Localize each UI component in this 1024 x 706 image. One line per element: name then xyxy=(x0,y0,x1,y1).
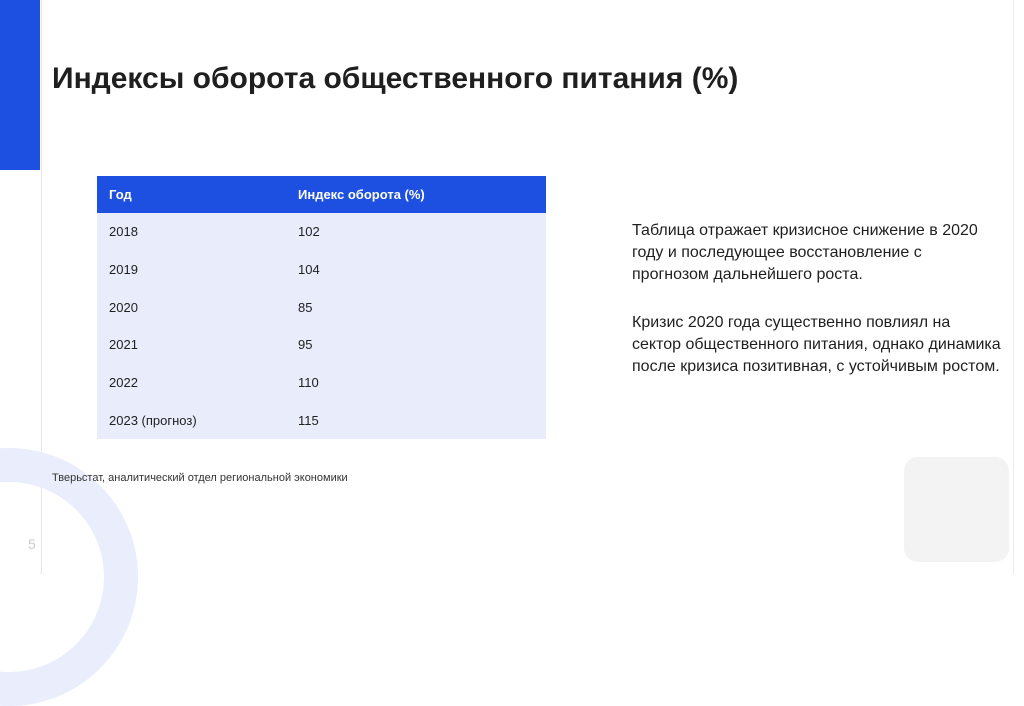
year-cell: 2019 xyxy=(97,251,286,289)
table-row xyxy=(97,213,546,251)
table-row xyxy=(97,288,546,326)
page-number: 5 xyxy=(28,536,36,552)
index-cell: 115 xyxy=(286,401,546,439)
note-paragraph-2: Кризис 2020 года существенно повлиял на сектор общественного питания, однако динамика после кризиса позитивная, с устойчивым ростом. xyxy=(632,314,1001,375)
table-row xyxy=(97,326,546,364)
year-cell: 2020 xyxy=(97,288,286,326)
year-cell: 2023 (прогноз) xyxy=(97,401,286,439)
decorative-circle xyxy=(0,448,138,706)
turnover-index-table xyxy=(97,176,546,439)
index-cell: 102 xyxy=(286,213,546,251)
column-header-year: Год xyxy=(97,176,286,213)
slide-title: Индексы оборота общественного питания (%) xyxy=(52,62,739,95)
right-frame xyxy=(1013,0,1024,574)
table-header-row xyxy=(97,176,546,213)
year-cell: 2022 xyxy=(97,364,286,402)
table-row xyxy=(97,251,546,289)
index-cell: 104 xyxy=(286,251,546,289)
column-header-index: Индекс оборота (%) xyxy=(286,176,546,213)
index-cell: 95 xyxy=(286,326,546,364)
table-row xyxy=(97,364,546,402)
note-paragraph-1: Таблица отражает кризисное снижение в 2020 году и последующее восстановление с прогнозом дальнейшего роста. xyxy=(632,222,978,283)
index-cell: 110 xyxy=(286,364,546,402)
accent-bar xyxy=(0,0,40,170)
year-cell: 2018 xyxy=(97,213,286,251)
index-cell: 85 xyxy=(286,288,546,326)
year-cell: 2021 xyxy=(97,326,286,364)
source-caption: Тверьстат, аналитический отдел региональной экономики xyxy=(52,472,348,484)
table-row xyxy=(97,401,546,439)
decorative-rounded-square xyxy=(904,457,1009,562)
